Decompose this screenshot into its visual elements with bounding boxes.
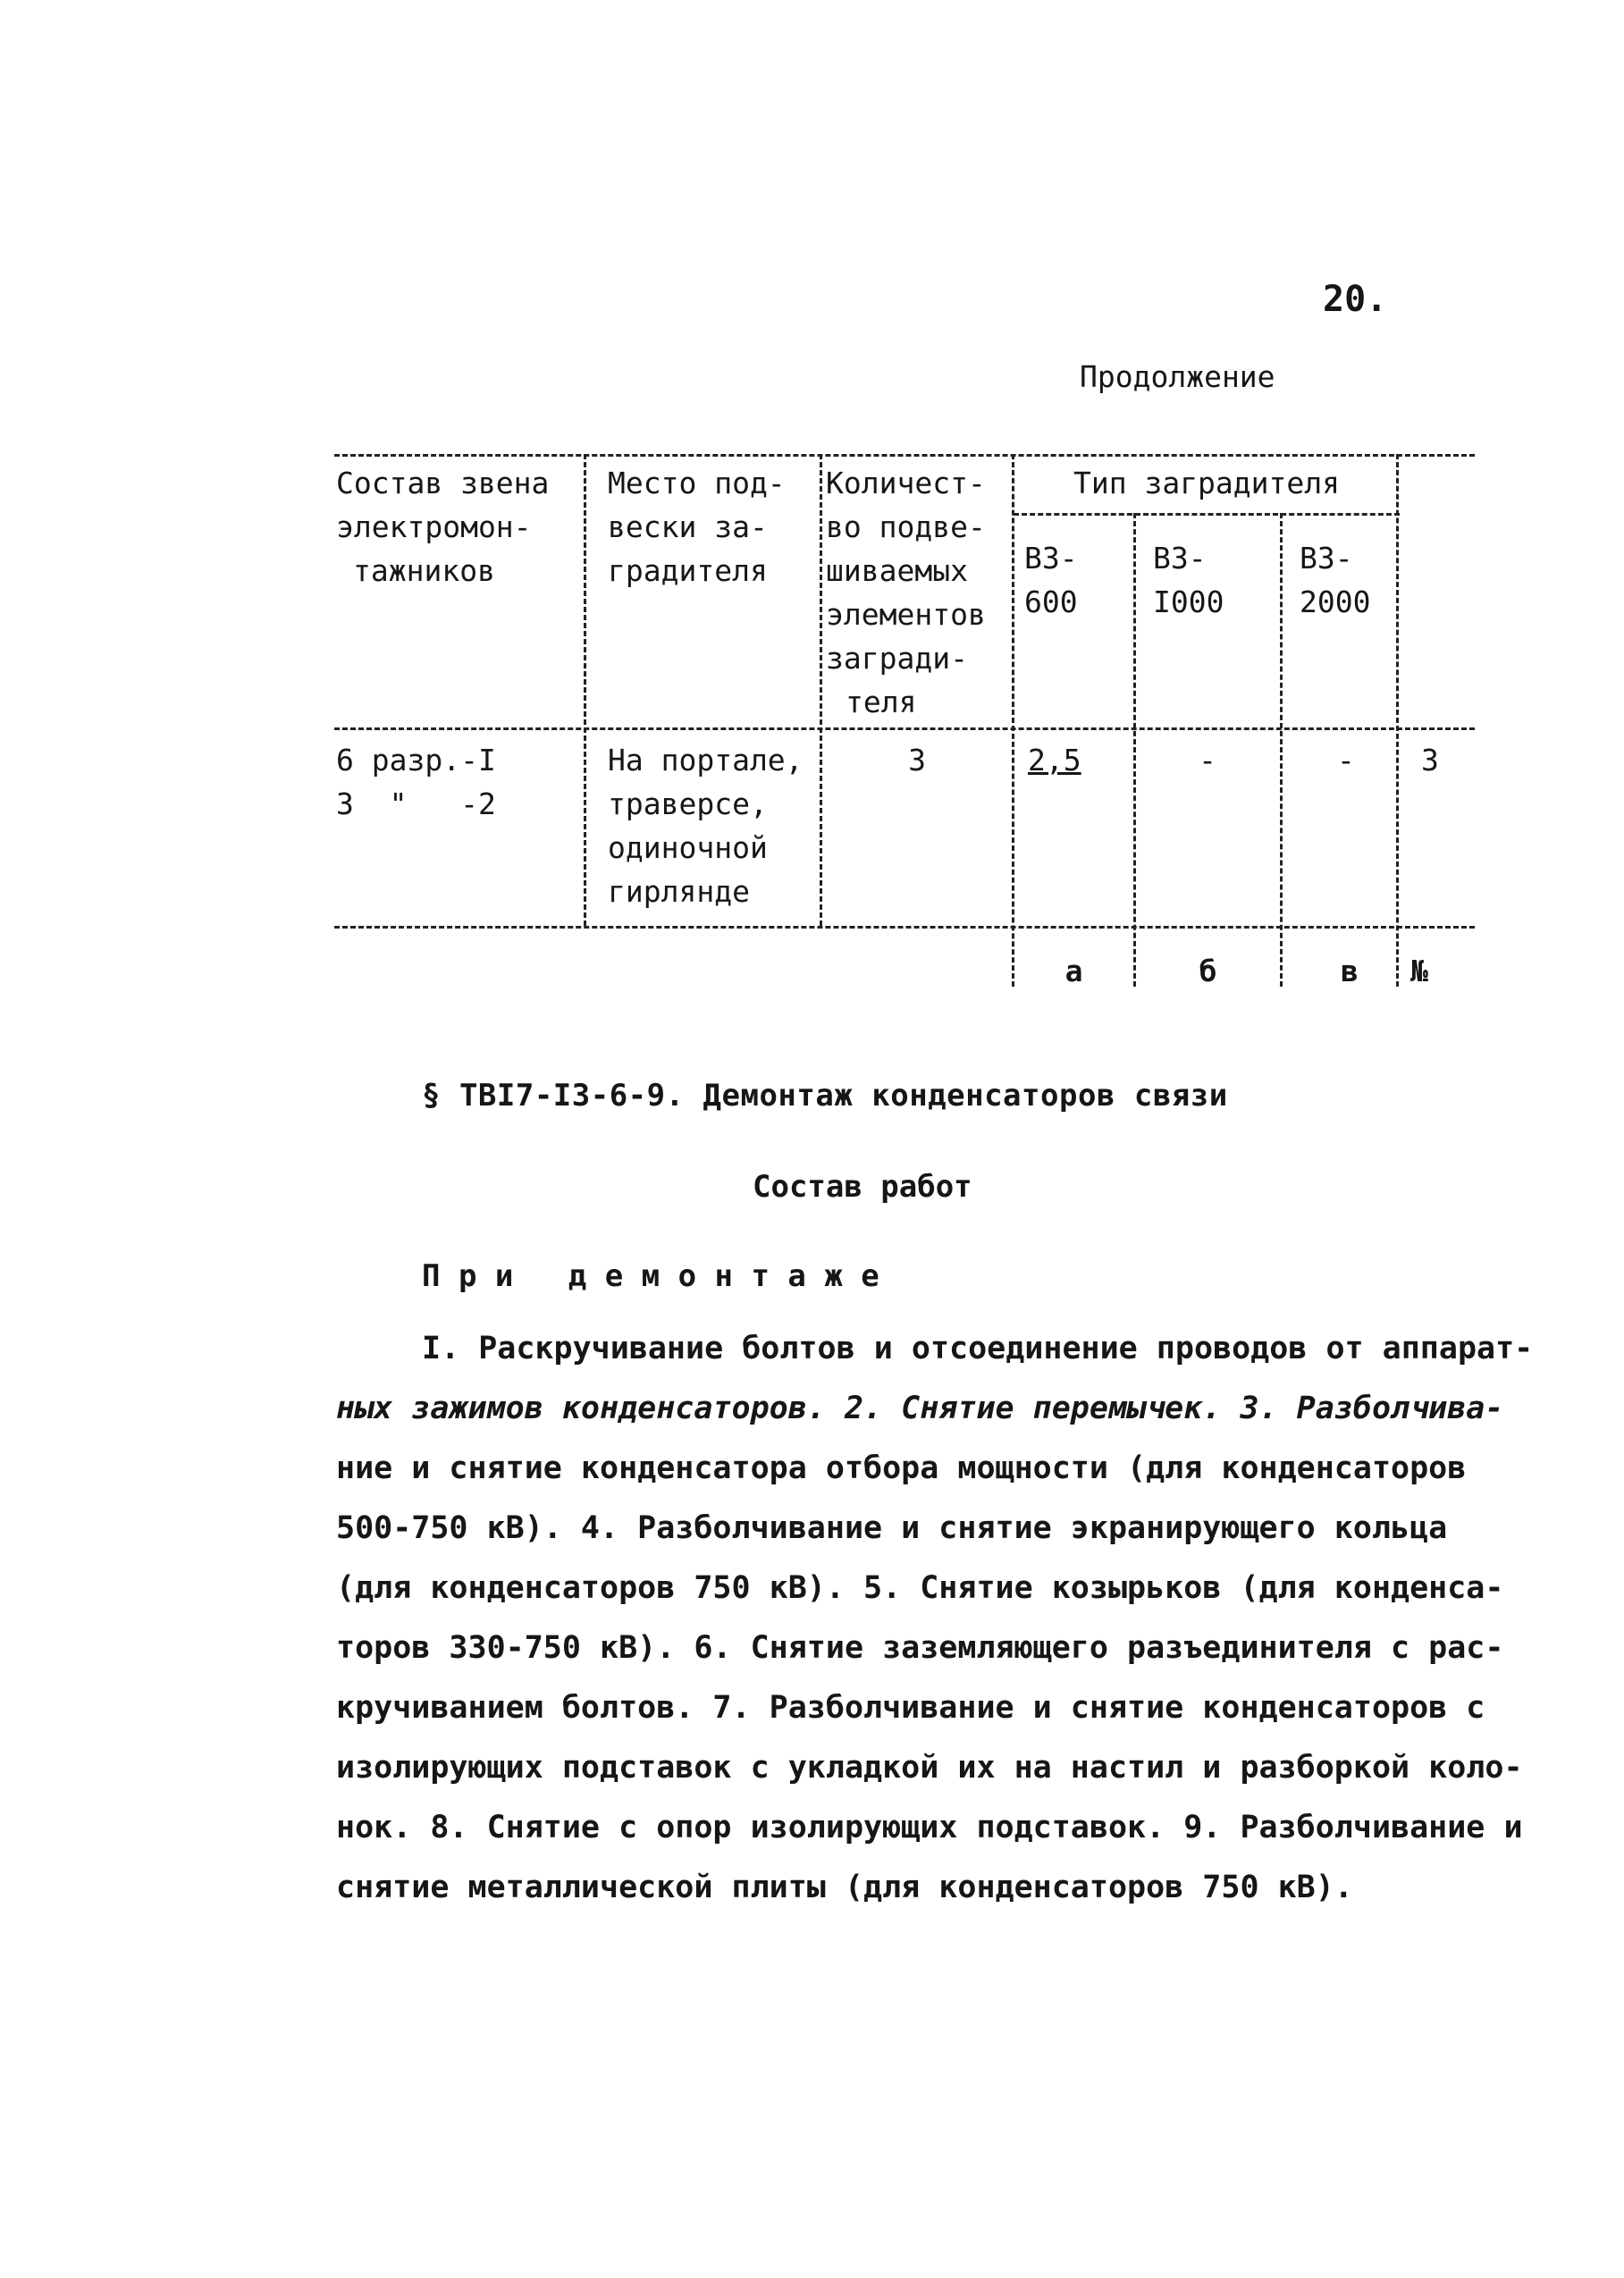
col-divider-2 (820, 454, 822, 926)
header-crew-line-2: электромон- (336, 509, 532, 544)
paragraph-line: торов 330-750 кВ). 6. Снятие заземляющего разъединителя с рас- (336, 1630, 1504, 1666)
work-composition-heading: Состав работ (753, 1169, 972, 1205)
header-count-line-3: шиваемых (826, 553, 968, 588)
row-vz1000: - (1199, 743, 1216, 778)
col-divider-6 (1396, 454, 1399, 987)
row-place-line-3: одиночной (608, 830, 768, 865)
work-steps-paragraph (336, 1319, 1534, 1918)
col-divider-1 (584, 454, 586, 926)
footer-label-a: а (1064, 954, 1083, 988)
header-crew-line-1: Состав звена (336, 466, 550, 500)
dismantling-subheading: П р и д е м о н т а ж е (422, 1258, 879, 1294)
paragraph-line: снятие металлической плиты (для конденсаторов 750 кВ). (336, 1870, 1353, 1905)
section-title: § ТВI7-I3-6-9. Демонтаж конденсаторов связи (422, 1078, 1228, 1114)
header-count-line-2: во подве- (826, 509, 986, 544)
continuation-label: Продолжение (1080, 359, 1275, 394)
paragraph-line: I. Раскручивание болтов и отсоединение проводов от аппарат- (422, 1331, 1534, 1366)
row-number: 3 (1421, 743, 1439, 778)
row-count: 3 (908, 743, 926, 778)
header-type-vz1000-line-2: I000 (1153, 584, 1224, 619)
footer-label-b: б (1199, 954, 1217, 988)
header-type-vz2000-line-2: 2000 (1300, 584, 1371, 619)
barrier-type-rule (1014, 513, 1400, 516)
row-place-line-1: На портале, (608, 743, 804, 778)
row-vz2000: - (1337, 743, 1355, 778)
header-type-vz600-line-2: 600 (1024, 584, 1078, 619)
paragraph-line: ных зажимов конденсаторов. 2. Снятие перемычек. 3. Разболчива- (336, 1391, 1504, 1426)
header-place-line-1: Место под- (608, 466, 786, 500)
row-vz600: 2,5 (1028, 743, 1081, 778)
header-crew-line-3: тажников (353, 553, 495, 588)
row-place-line-4: гирлянде (608, 874, 750, 909)
header-count-line-1: Количест- (826, 466, 986, 500)
header-count-line-5: загради- (826, 641, 968, 676)
header-barrier-type: Тип заградителя (1073, 466, 1340, 500)
footer-label-number: № (1410, 954, 1428, 988)
page-number: 20. (1323, 279, 1388, 320)
header-count-line-6: теля (846, 685, 917, 719)
row-crew-line-1: 6 разр.-I (336, 743, 496, 778)
footer-label-v: в (1341, 954, 1359, 988)
table-top-rule (334, 454, 1475, 457)
body-bottom-rule (334, 926, 1475, 929)
header-count-line-4: элементов (826, 597, 986, 632)
row-place-line-2: траверсе, (608, 786, 768, 821)
header-place-line-2: вески за- (608, 509, 768, 544)
col-divider-3 (1012, 454, 1014, 987)
col-divider-5 (1280, 513, 1283, 987)
header-place-line-3: градителя (608, 553, 768, 588)
paragraph-line: кручиванием болтов. 7. Разболчивание и снятие конденсаторов с (336, 1690, 1485, 1726)
paragraph-line: ние и снятие конденсатора отбора мощности (для конденсаторов (336, 1450, 1467, 1486)
paragraph-line: изолирующих подставок с укладкой их на настил и разборкой коло- (336, 1750, 1523, 1786)
header-bottom-rule (334, 727, 1475, 730)
row-crew-line-2: 3 " -2 (336, 786, 496, 821)
paragraph-line: (для конденсаторов 750 кВ). 5. Снятие козырьков (для конденса- (336, 1570, 1504, 1606)
header-type-vz600-line-1: ВЗ- (1024, 541, 1078, 576)
paragraph-line: нок. 8. Снятие с опор изолирующих подставок. 9. Разболчивание и (336, 1810, 1523, 1845)
header-type-vz2000-line-1: ВЗ- (1300, 541, 1353, 576)
paragraph-line: 500-750 кВ). 4. Разболчивание и снятие экранирующего кольца (336, 1510, 1448, 1546)
header-type-vz1000-line-1: ВЗ- (1153, 541, 1207, 576)
